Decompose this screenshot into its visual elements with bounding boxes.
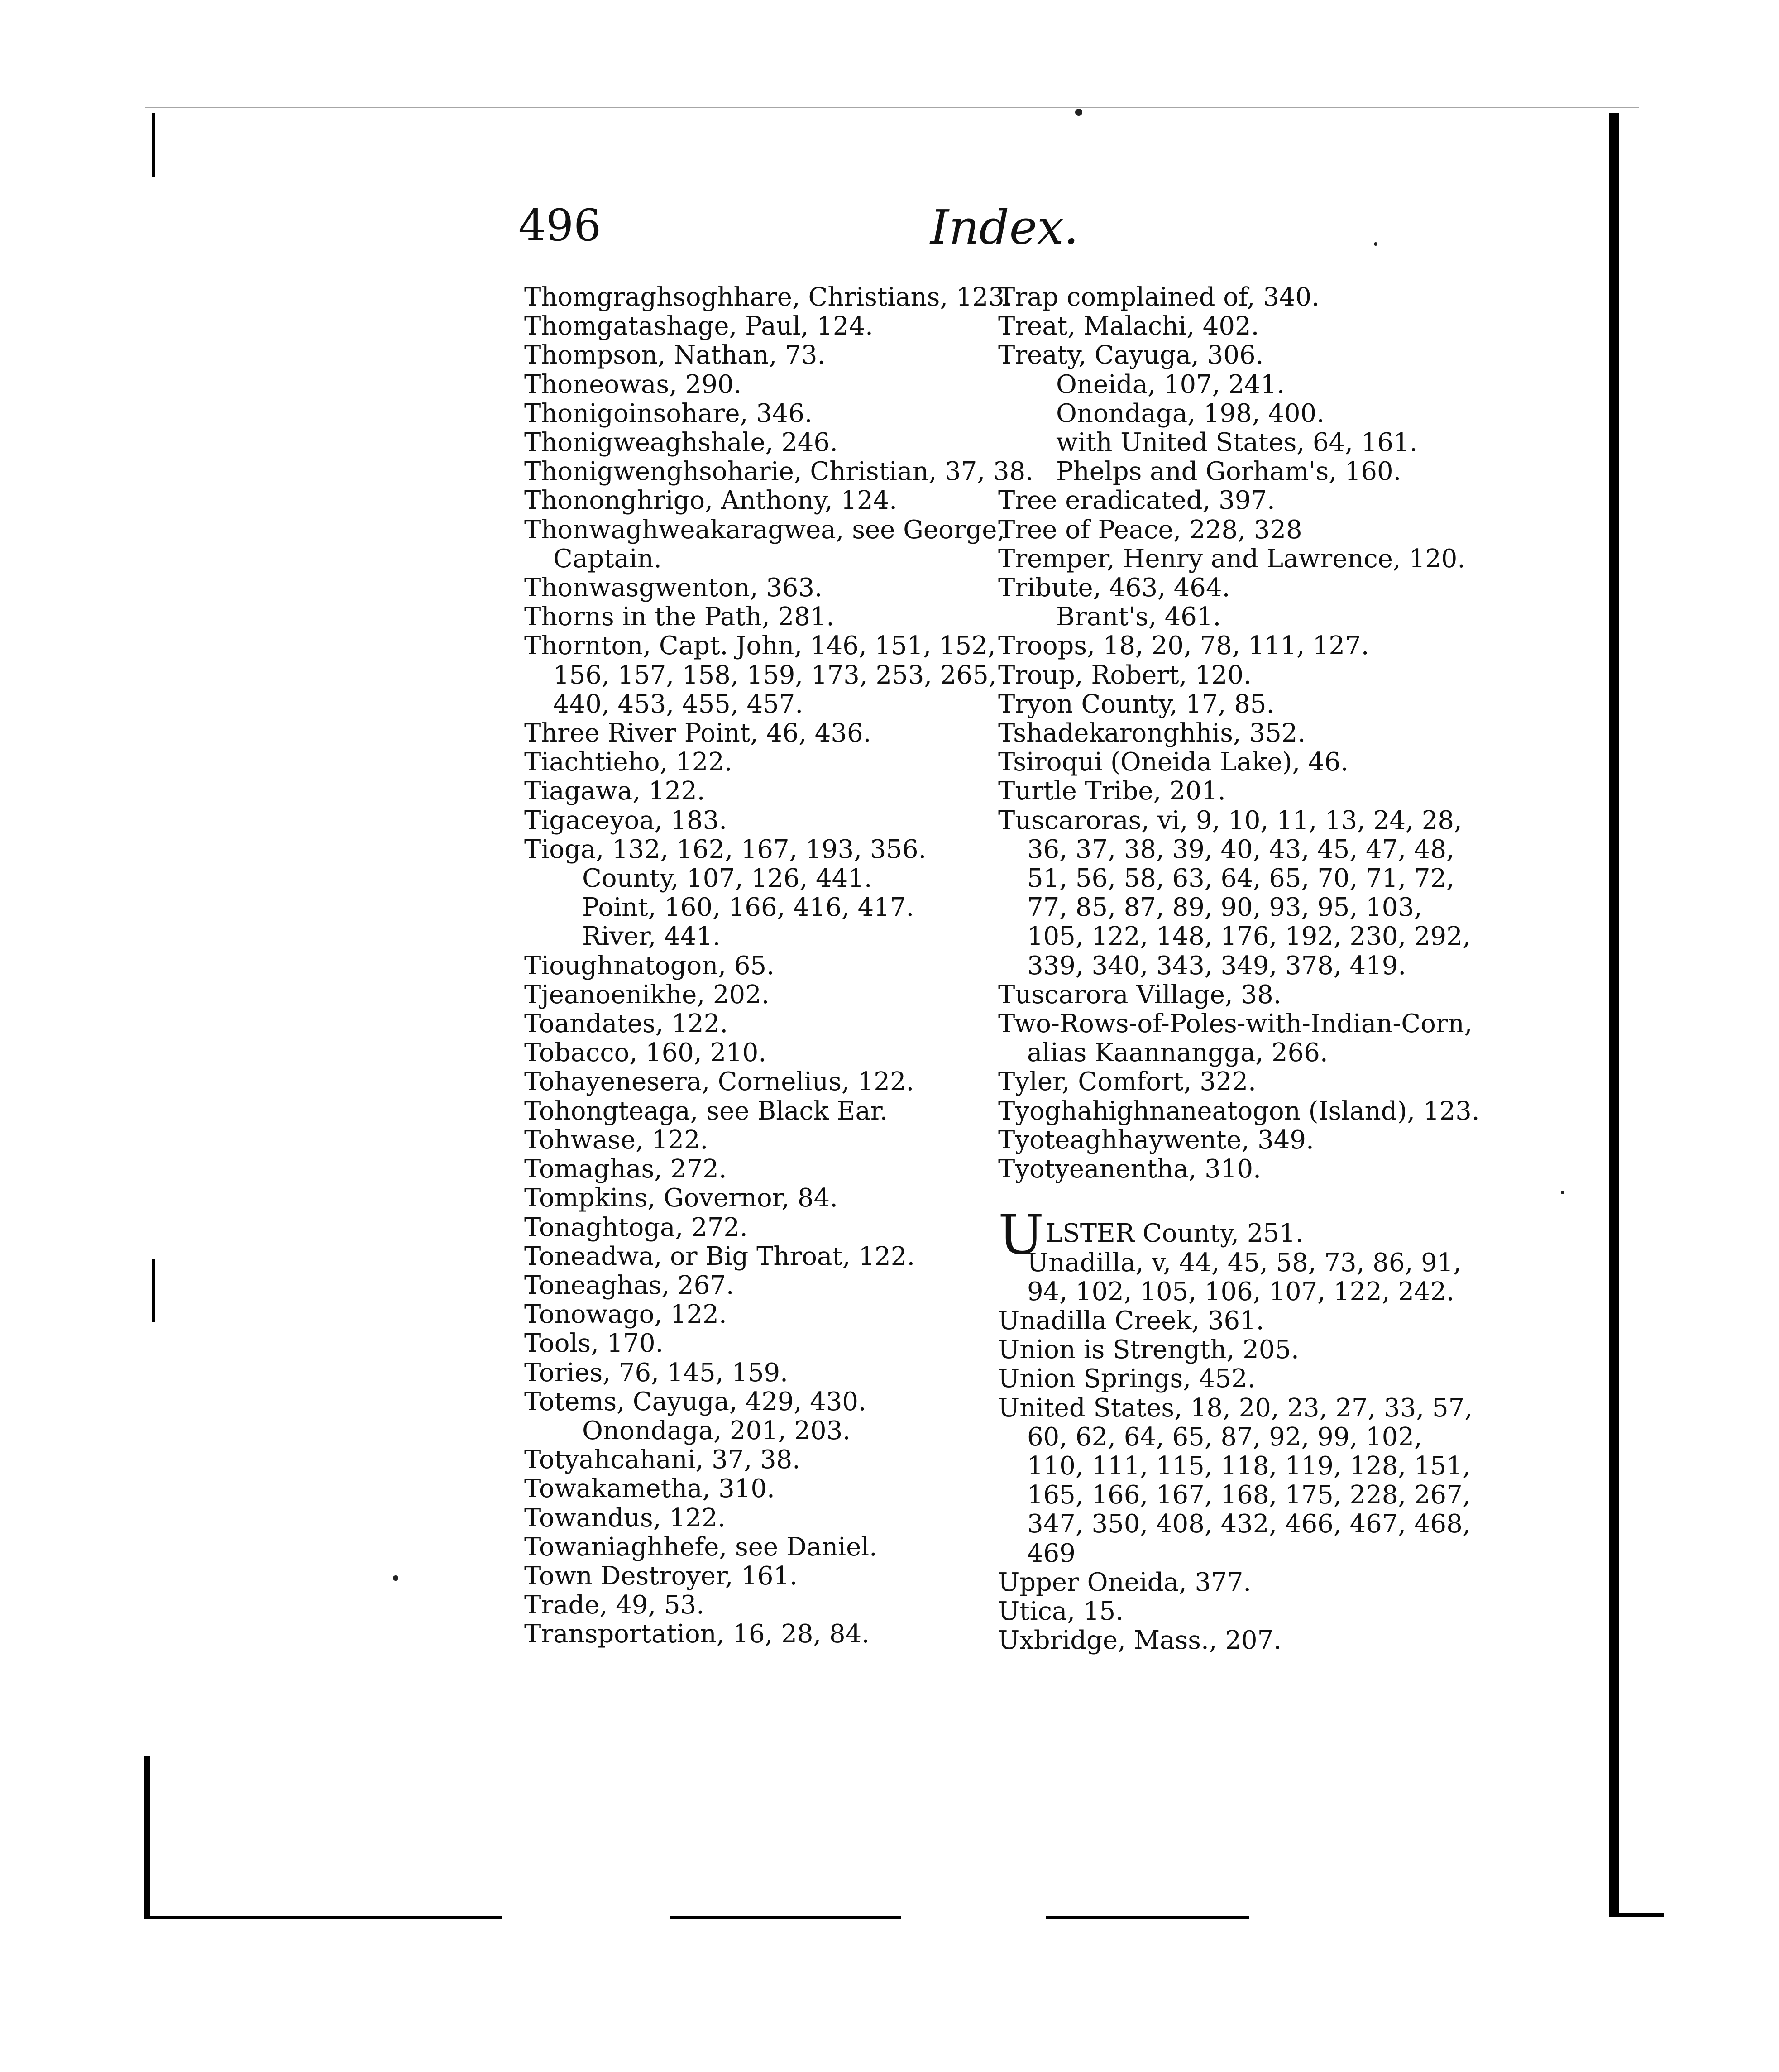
index-entry: Tree eradicated, 397. xyxy=(998,486,1275,516)
index-entry: Trap complained of, 340. xyxy=(998,282,1320,312)
bottom-rule-2 xyxy=(670,1916,901,1919)
index-entry: Tohongteaga, see Black Ear. xyxy=(524,1096,888,1126)
right-bottom-rule xyxy=(1609,1913,1664,1917)
index-entry: 469 xyxy=(1027,1538,1076,1568)
bottom-rule-1 xyxy=(149,1916,502,1919)
index-entry: Tohayenesera, Cornelius, 122. xyxy=(524,1067,914,1097)
index-entry: Thonigoinsohare, 346. xyxy=(524,398,813,428)
index-entry: River, 441. xyxy=(582,922,721,952)
index-entry: Troops, 18, 20, 78, 111, 127. xyxy=(998,631,1369,661)
index-entry: Totems, Cayuga, 429, 430. xyxy=(524,1387,866,1416)
index-entry: Toneaghas, 267. xyxy=(524,1270,734,1300)
bottom-rule-3 xyxy=(1046,1916,1249,1919)
index-entry: Union Springs, 452. xyxy=(998,1364,1256,1394)
index-entry: Thonigwenghsoharie, Christian, 37, 38. xyxy=(524,457,1034,487)
index-entry: 60, 62, 64, 65, 87, 92, 99, 102, xyxy=(1027,1422,1422,1452)
index-entry: 36, 37, 38, 39, 40, 43, 45, 47, 48, xyxy=(1027,834,1454,864)
u-entries xyxy=(998,1248,1473,1656)
u-first-entry: LSTER County, 251. xyxy=(1046,1219,1304,1249)
index-entry: Tyoteaghhaywente, 349. xyxy=(998,1125,1314,1155)
index-entry: Thomgraghsoghhare, Christians, 123. xyxy=(524,282,1013,312)
index-column-left xyxy=(524,282,1034,1649)
index-entry: Tompkins, Governor, 84. xyxy=(524,1183,838,1213)
index-entry: 339, 340, 343, 349, 378, 419. xyxy=(1027,951,1406,981)
index-entry: Oneida, 107, 241. xyxy=(1056,369,1285,399)
index-entry: 110, 111, 115, 118, 119, 128, 151, xyxy=(1027,1451,1471,1481)
index-entry: alias Kaannangga, 266. xyxy=(1027,1038,1328,1068)
index-entry: Thompson, Nathan, 73. xyxy=(524,340,826,370)
index-entry: Tomaghas, 272. xyxy=(524,1154,727,1184)
index-entry: Tuscarora Village, 38. xyxy=(998,980,1282,1010)
index-entry: Thomgatashage, Paul, 124. xyxy=(524,311,873,341)
index-entry: Thorns in the Path, 281. xyxy=(524,602,835,632)
drop-cap-u: U xyxy=(998,1204,1044,1267)
index-entry: Upper Oneida, 377. xyxy=(998,1567,1252,1597)
left-margin-rule xyxy=(144,1756,150,1919)
index-entry: Point, 160, 166, 416, 417. xyxy=(582,893,914,923)
index-entry: 94, 102, 105, 106, 107, 122, 242. xyxy=(1027,1277,1454,1306)
left-edge-mark-2 xyxy=(152,1259,155,1322)
index-entry: Thononghrigo, Anthony, 124. xyxy=(524,486,898,516)
top-dotted-rule xyxy=(145,107,1639,108)
index-entry: Trade, 49, 53. xyxy=(524,1590,705,1620)
index-entry: Thonwasgwenton, 363. xyxy=(524,573,823,603)
index-entry: Unadilla, v, 44, 45, 58, 73, 86, 91, xyxy=(1027,1248,1462,1278)
index-entry: 105, 122, 148, 176, 192, 230, 292, xyxy=(1027,922,1471,952)
page-number: 496 xyxy=(518,200,602,251)
index-entry: Treaty, Cayuga, 306. xyxy=(998,340,1264,370)
index-entry: Tyotyeanentha, 310. xyxy=(998,1154,1261,1184)
index-entry: Toneadwa, or Big Throat, 122. xyxy=(524,1241,915,1271)
index-entry: United States, 18, 20, 23, 27, 33, 57, xyxy=(998,1393,1473,1423)
page-header xyxy=(518,200,1455,267)
index-entry: 51, 56, 58, 63, 64, 65, 70, 71, 72, xyxy=(1027,864,1454,894)
index-entry: Towakametha, 310. xyxy=(524,1474,775,1504)
index-entry: Two-Rows-of-Poles-with-Indian-Corn, xyxy=(998,1009,1473,1039)
index-entry: Tigaceyoa, 183. xyxy=(524,805,727,835)
index-entry: Tobacco, 160, 210. xyxy=(524,1038,767,1068)
index-entry: Toandates, 122. xyxy=(524,1009,728,1039)
speck xyxy=(1561,1191,1564,1194)
page-title: Index. xyxy=(930,200,1079,255)
index-entry: Tyoghahighnaneatogon (Island), 123. xyxy=(998,1096,1480,1126)
index-entry: Tories, 76, 145, 159. xyxy=(524,1358,788,1388)
index-entry: 156, 157, 158, 159, 173, 253, 265, xyxy=(553,660,997,690)
index-entry: Totyahcahani, 37, 38. xyxy=(524,1445,801,1475)
left-edge-mark xyxy=(152,113,155,177)
index-entry: Unadilla Creek, 361. xyxy=(998,1306,1264,1335)
index-entry: Tohwase, 122. xyxy=(524,1125,708,1155)
index-entry: Thornton, Capt. John, 146, 151, 152, xyxy=(524,631,996,661)
index-entry: Brant's, 461. xyxy=(1056,602,1221,632)
index-entry: Utica, 15. xyxy=(998,1596,1124,1626)
index-entry: Tremper, Henry and Lawrence, 120. xyxy=(998,544,1466,574)
index-entry: 77, 85, 87, 89, 90, 93, 95, 103, xyxy=(1027,893,1422,923)
index-entry: Tonaghtoga, 272. xyxy=(524,1212,748,1242)
index-entry: Onondaga, 201, 203. xyxy=(582,1416,851,1445)
index-entry: Turtle Tribe, 201. xyxy=(998,776,1226,806)
index-entry: Tiachtieho, 122. xyxy=(524,747,732,777)
index-entry: Thonigweaghshale, 246. xyxy=(524,428,838,458)
index-entry: Captain. xyxy=(553,544,662,574)
index-entry: County, 107, 126, 441. xyxy=(582,864,872,894)
index-entry: Towandus, 122. xyxy=(524,1503,726,1533)
index-entry: Tryon County, 17, 85. xyxy=(998,689,1275,719)
index-entry: Tools, 170. xyxy=(524,1329,664,1359)
index-entry: Tree of Peace, 228, 328 xyxy=(998,515,1302,545)
speck xyxy=(393,1575,398,1581)
index-entry: Treat, Malachi, 402. xyxy=(998,311,1259,341)
speck xyxy=(1075,109,1082,116)
index-entry: Thonwaghweakaragwea, see George, xyxy=(524,515,1005,545)
index-entry: Tribute, 463, 464. xyxy=(998,573,1230,603)
index-column-right xyxy=(998,282,1480,1656)
index-entry: with United States, 64, 161. xyxy=(1056,428,1418,458)
index-entry: Tioga, 132, 162, 167, 193, 356. xyxy=(524,834,927,864)
index-entry: Thoneowas, 290. xyxy=(524,369,742,399)
index-entry: 347, 350, 408, 432, 466, 467, 468, xyxy=(1027,1509,1471,1539)
index-entry: Tsiroqui (Oneida Lake), 46. xyxy=(998,747,1349,777)
index-entry: Tyler, Comfort, 322. xyxy=(998,1067,1256,1097)
index-entry: Tuscaroras, vi, 9, 10, 11, 13, 24, 28, xyxy=(998,805,1462,835)
index-entry: Tiagawa, 122. xyxy=(524,776,705,806)
index-entry: Troup, Robert, 120. xyxy=(998,660,1252,690)
index-entry: Town Destroyer, 161. xyxy=(524,1561,798,1591)
index-entry: Onondaga, 198, 400. xyxy=(1056,398,1325,428)
index-entry: Transportation, 16, 28, 84. xyxy=(524,1619,870,1649)
index-entry: 440, 453, 455, 457. xyxy=(553,689,803,719)
index-entry: Phelps and Gorham's, 160. xyxy=(1056,457,1401,487)
index-entry: Towaniaghhefe, see Daniel. xyxy=(524,1532,877,1562)
index-entry: Uxbridge, Mass., 207. xyxy=(998,1626,1282,1656)
t-entries-right xyxy=(998,282,1480,1184)
index-entry: 165, 166, 167, 168, 175, 228, 267, xyxy=(1027,1480,1471,1510)
index-entry: Tioughnatogon, 65. xyxy=(524,951,775,981)
index-entry: Tonowago, 122. xyxy=(524,1300,727,1330)
index-entry: Union is Strength, 205. xyxy=(998,1335,1299,1365)
right-margin-rule xyxy=(1609,113,1619,1917)
index-entry: Three River Point, 46, 436. xyxy=(524,718,871,748)
index-entry: Tshadekaronghhis, 352. xyxy=(998,718,1306,748)
index-entry: Tjeanoenikhe, 202. xyxy=(524,980,770,1010)
